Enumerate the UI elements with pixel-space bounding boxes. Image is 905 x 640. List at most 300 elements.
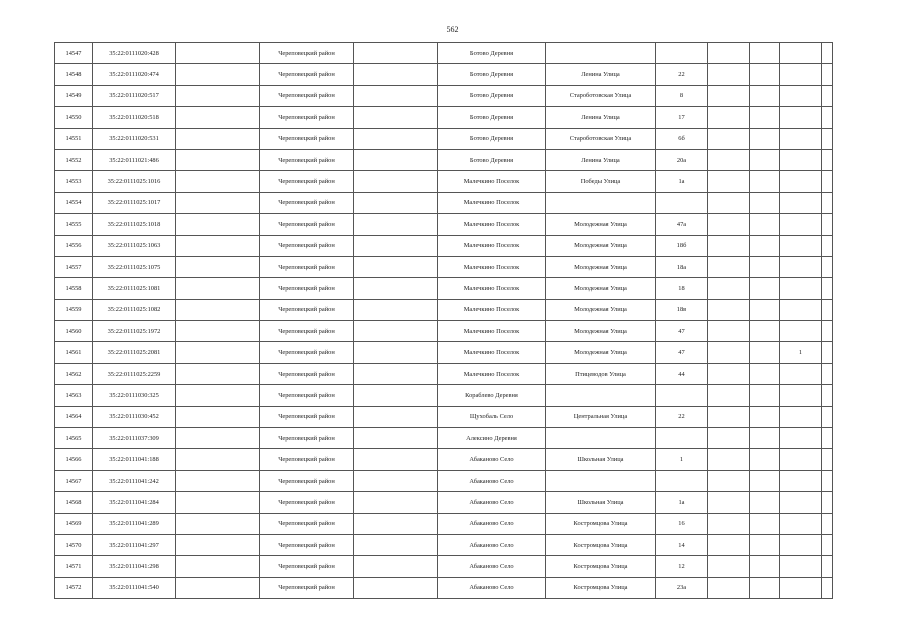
empty-cell <box>176 64 260 85</box>
empty-cell <box>176 299 260 320</box>
house-number-cell: 18б <box>656 235 708 256</box>
street-cell: Костромцова Улица <box>546 534 656 555</box>
empty-cell <box>354 299 438 320</box>
table-row <box>55 470 833 491</box>
empty-cell <box>822 214 833 235</box>
flag-cell <box>780 470 822 491</box>
record-number-cell: 14564 <box>55 406 93 427</box>
locality-cell: Абаканово Село <box>438 470 546 491</box>
locality-cell: Малечкино Поселок <box>438 235 546 256</box>
district-cell: Череповецкий район <box>260 363 354 384</box>
district-cell: Череповецкий район <box>260 470 354 491</box>
district-cell: Череповецкий район <box>260 577 354 598</box>
street-cell: Молодежная Улица <box>546 278 656 299</box>
record-number-cell: 14570 <box>55 534 93 555</box>
empty-cell <box>750 492 780 513</box>
empty-cell <box>708 85 750 106</box>
street-cell: Ленина Улица <box>546 107 656 128</box>
empty-cell <box>750 107 780 128</box>
empty-cell <box>354 235 438 256</box>
empty-cell <box>354 534 438 555</box>
empty-cell <box>354 85 438 106</box>
street-cell <box>546 470 656 491</box>
empty-cell <box>708 171 750 192</box>
registry-body <box>55 43 833 599</box>
empty-cell <box>750 192 780 213</box>
table-row <box>55 235 833 256</box>
house-number-cell: 1а <box>656 171 708 192</box>
flag-cell <box>780 128 822 149</box>
house-number-cell: 18 <box>656 278 708 299</box>
street-cell: Победы Улица <box>546 171 656 192</box>
empty-cell <box>822 278 833 299</box>
empty-cell <box>750 214 780 235</box>
empty-cell <box>354 43 438 64</box>
house-number-cell: 47а <box>656 214 708 235</box>
street-cell: Костромцова Улица <box>546 513 656 534</box>
table-row <box>55 363 833 384</box>
house-number-cell: 1 <box>656 449 708 470</box>
house-number-cell: 47 <box>656 342 708 363</box>
house-number-cell: 22 <box>656 64 708 85</box>
empty-cell <box>708 534 750 555</box>
empty-cell <box>354 342 438 363</box>
empty-cell <box>750 449 780 470</box>
empty-cell <box>822 385 833 406</box>
empty-cell <box>822 513 833 534</box>
locality-cell: Абаканово Село <box>438 534 546 555</box>
empty-cell <box>354 513 438 534</box>
empty-cell <box>750 406 780 427</box>
cadastral-number-cell: 35:22:0111025:1075 <box>93 256 176 277</box>
street-cell: Молодежная Улица <box>546 342 656 363</box>
empty-cell <box>822 299 833 320</box>
empty-cell <box>708 64 750 85</box>
table-row <box>55 278 833 299</box>
record-number-cell: 14571 <box>55 556 93 577</box>
district-cell: Череповецкий район <box>260 256 354 277</box>
empty-cell <box>750 149 780 170</box>
empty-cell <box>708 107 750 128</box>
district-cell: Череповецкий район <box>260 214 354 235</box>
empty-cell <box>750 171 780 192</box>
locality-cell: Абаканово Село <box>438 513 546 534</box>
street-cell: Староботовская Улица <box>546 128 656 149</box>
street-cell <box>546 192 656 213</box>
page-number: 562 <box>446 25 459 34</box>
street-cell: Ленина Улица <box>546 149 656 170</box>
empty-cell <box>822 171 833 192</box>
flag-cell <box>780 321 822 342</box>
empty-cell <box>176 192 260 213</box>
flag-cell <box>780 85 822 106</box>
empty-cell <box>822 235 833 256</box>
empty-cell <box>708 192 750 213</box>
record-number-cell: 14561 <box>55 342 93 363</box>
record-number-cell: 14557 <box>55 256 93 277</box>
house-number-cell: 22 <box>656 406 708 427</box>
table-row <box>55 428 833 449</box>
district-cell: Череповецкий район <box>260 235 354 256</box>
empty-cell <box>354 192 438 213</box>
record-number-cell: 14565 <box>55 428 93 449</box>
street-cell: Молодежная Улица <box>546 235 656 256</box>
empty-cell <box>822 342 833 363</box>
street-cell: Центральная Улица <box>546 406 656 427</box>
empty-cell <box>750 385 780 406</box>
flag-cell <box>780 214 822 235</box>
empty-cell <box>354 171 438 192</box>
district-cell: Череповецкий район <box>260 492 354 513</box>
cadastral-number-cell: 35:22:0111020:518 <box>93 107 176 128</box>
flag-cell <box>780 192 822 213</box>
empty-cell <box>354 492 438 513</box>
district-cell: Череповецкий район <box>260 64 354 85</box>
empty-cell <box>750 235 780 256</box>
locality-cell: Малечкино Поселок <box>438 214 546 235</box>
locality-cell: Малечкино Поселок <box>438 321 546 342</box>
empty-cell <box>176 85 260 106</box>
empty-cell <box>750 428 780 449</box>
district-cell: Череповецкий район <box>260 192 354 213</box>
flag-cell <box>780 256 822 277</box>
empty-cell <box>176 385 260 406</box>
empty-cell <box>822 428 833 449</box>
empty-cell <box>750 128 780 149</box>
empty-cell <box>822 192 833 213</box>
record-number-cell: 14566 <box>55 449 93 470</box>
district-cell: Череповецкий район <box>260 342 354 363</box>
empty-cell <box>354 406 438 427</box>
empty-cell <box>708 214 750 235</box>
flag-cell <box>780 513 822 534</box>
empty-cell <box>822 321 833 342</box>
table-row <box>55 43 833 64</box>
street-cell: Школьная Улица <box>546 492 656 513</box>
record-number-cell: 14550 <box>55 107 93 128</box>
empty-cell <box>750 513 780 534</box>
empty-cell <box>354 577 438 598</box>
table-row <box>55 171 833 192</box>
cadastral-number-cell: 35:22:0111041:540 <box>93 577 176 598</box>
cadastral-number-cell: 35:22:0111025:1081 <box>93 278 176 299</box>
empty-cell <box>354 470 438 491</box>
flag-cell <box>780 149 822 170</box>
street-cell <box>546 428 656 449</box>
empty-cell <box>822 406 833 427</box>
locality-cell: Малечкино Поселок <box>438 342 546 363</box>
locality-cell: Малечкино Поселок <box>438 256 546 277</box>
record-number-cell: 14560 <box>55 321 93 342</box>
empty-cell <box>354 107 438 128</box>
cadastral-number-cell: 35:22:0111030:325 <box>93 385 176 406</box>
empty-cell <box>822 128 833 149</box>
record-number-cell: 14556 <box>55 235 93 256</box>
empty-cell <box>354 321 438 342</box>
table-row <box>55 449 833 470</box>
empty-cell <box>354 278 438 299</box>
empty-cell <box>750 534 780 555</box>
empty-cell <box>354 128 438 149</box>
empty-cell <box>176 492 260 513</box>
table-row <box>55 85 833 106</box>
empty-cell <box>708 556 750 577</box>
flag-cell <box>780 299 822 320</box>
cadastral-number-cell: 35:22:0111041:188 <box>93 449 176 470</box>
table-row <box>55 321 833 342</box>
table-row <box>55 214 833 235</box>
flag-cell <box>780 278 822 299</box>
flag-cell <box>780 385 822 406</box>
cadastral-number-cell: 35:22:0111037:309 <box>93 428 176 449</box>
record-number-cell: 14552 <box>55 149 93 170</box>
record-number-cell: 14567 <box>55 470 93 491</box>
district-cell: Череповецкий район <box>260 128 354 149</box>
house-number-cell: 1а <box>656 492 708 513</box>
empty-cell <box>708 321 750 342</box>
flag-cell <box>780 235 822 256</box>
cadastral-number-cell: 35:22:0111041:242 <box>93 470 176 491</box>
house-number-cell <box>656 470 708 491</box>
house-number-cell: 18а <box>656 256 708 277</box>
street-cell: Староботовская Улица <box>546 85 656 106</box>
table-row <box>55 513 833 534</box>
empty-cell <box>708 299 750 320</box>
house-number-cell: 17 <box>656 107 708 128</box>
house-number-cell: 23а <box>656 577 708 598</box>
empty-cell <box>708 470 750 491</box>
table-row <box>55 385 833 406</box>
empty-cell <box>822 64 833 85</box>
flag-cell <box>780 171 822 192</box>
record-number-cell: 14555 <box>55 214 93 235</box>
cadastral-number-cell: 35:22:0111025:1082 <box>93 299 176 320</box>
table-row <box>55 492 833 513</box>
cadastral-number-cell: 35:22:0111025:1016 <box>93 171 176 192</box>
district-cell: Череповецкий район <box>260 43 354 64</box>
empty-cell <box>750 278 780 299</box>
empty-cell <box>176 470 260 491</box>
district-cell: Череповецкий район <box>260 385 354 406</box>
house-number-cell <box>656 385 708 406</box>
empty-cell <box>750 321 780 342</box>
table-row <box>55 406 833 427</box>
record-number-cell: 14563 <box>55 385 93 406</box>
house-number-cell <box>656 43 708 64</box>
street-cell <box>546 385 656 406</box>
cadastral-number-cell: 35:22:0111020:428 <box>93 43 176 64</box>
flag-cell <box>780 534 822 555</box>
locality-cell: Малечкино Поселок <box>438 171 546 192</box>
district-cell: Череповецкий район <box>260 299 354 320</box>
record-number-cell: 14549 <box>55 85 93 106</box>
locality-cell: Кораблево Деревня <box>438 385 546 406</box>
empty-cell <box>176 107 260 128</box>
empty-cell <box>176 171 260 192</box>
flag-cell <box>780 449 822 470</box>
table-row <box>55 256 833 277</box>
flag-cell <box>780 406 822 427</box>
locality-cell: Абаканово Село <box>438 449 546 470</box>
flag-cell <box>780 428 822 449</box>
district-cell: Череповецкий район <box>260 556 354 577</box>
empty-cell <box>750 577 780 598</box>
locality-cell: Алексино Деревня <box>438 428 546 449</box>
house-number-cell <box>656 428 708 449</box>
locality-cell: Абаканово Село <box>438 577 546 598</box>
record-number-cell: 14568 <box>55 492 93 513</box>
house-number-cell: 12 <box>656 556 708 577</box>
street-cell: Ленина Улица <box>546 64 656 85</box>
cadastral-number-cell: 35:22:0111025:2259 <box>93 363 176 384</box>
district-cell: Череповецкий район <box>260 406 354 427</box>
empty-cell <box>822 470 833 491</box>
empty-cell <box>708 235 750 256</box>
flag-cell: 1 <box>780 342 822 363</box>
empty-cell <box>354 556 438 577</box>
empty-cell <box>354 385 438 406</box>
record-number-cell: 14554 <box>55 192 93 213</box>
empty-cell <box>822 85 833 106</box>
table-row <box>55 128 833 149</box>
flag-cell <box>780 492 822 513</box>
empty-cell <box>354 256 438 277</box>
empty-cell <box>822 449 833 470</box>
empty-cell <box>708 363 750 384</box>
empty-cell <box>176 513 260 534</box>
locality-cell: Абаканово Село <box>438 492 546 513</box>
empty-cell <box>176 577 260 598</box>
empty-cell <box>176 406 260 427</box>
cadastral-number-cell: 35:22:0111025:1017 <box>93 192 176 213</box>
record-number-cell: 14551 <box>55 128 93 149</box>
cadastral-number-cell: 35:22:0111020:517 <box>93 85 176 106</box>
table-row <box>55 556 833 577</box>
empty-cell <box>176 149 260 170</box>
empty-cell <box>822 149 833 170</box>
house-number-cell: 6б <box>656 128 708 149</box>
street-cell: Костромцова Улица <box>546 556 656 577</box>
district-cell: Череповецкий район <box>260 534 354 555</box>
district-cell: Череповецкий район <box>260 449 354 470</box>
table-row <box>55 534 833 555</box>
empty-cell <box>176 128 260 149</box>
cadastral-number-cell: 35:22:0111020:531 <box>93 128 176 149</box>
empty-cell <box>708 513 750 534</box>
locality-cell: Малечкино Поселок <box>438 299 546 320</box>
district-cell: Череповецкий район <box>260 107 354 128</box>
locality-cell: Ботово Деревня <box>438 43 546 64</box>
district-cell: Череповецкий район <box>260 278 354 299</box>
empty-cell <box>176 534 260 555</box>
locality-cell: Ботово Деревня <box>438 85 546 106</box>
district-cell: Череповецкий район <box>260 321 354 342</box>
cadastral-number-cell: 35:22:0111041:289 <box>93 513 176 534</box>
empty-cell <box>822 534 833 555</box>
empty-cell <box>176 321 260 342</box>
locality-cell: Малечкино Поселок <box>438 278 546 299</box>
flag-cell <box>780 43 822 64</box>
cadastral-number-cell: 35:22:0111041:297 <box>93 534 176 555</box>
empty-cell <box>354 64 438 85</box>
empty-cell <box>750 342 780 363</box>
flag-cell <box>780 556 822 577</box>
record-number-cell: 14559 <box>55 299 93 320</box>
cadastral-number-cell: 35:22:0111025:1063 <box>93 235 176 256</box>
empty-cell <box>708 256 750 277</box>
street-cell: Школьная Улица <box>546 449 656 470</box>
empty-cell <box>354 363 438 384</box>
street-cell: Костромцова Улица <box>546 577 656 598</box>
house-number-cell: 44 <box>656 363 708 384</box>
flag-cell <box>780 64 822 85</box>
empty-cell <box>354 214 438 235</box>
empty-cell <box>822 363 833 384</box>
empty-cell <box>176 256 260 277</box>
empty-cell <box>750 556 780 577</box>
empty-cell <box>176 43 260 64</box>
table-row <box>55 192 833 213</box>
empty-cell <box>822 577 833 598</box>
locality-cell: Малечкино Поселок <box>438 192 546 213</box>
empty-cell <box>708 577 750 598</box>
empty-cell <box>176 449 260 470</box>
empty-cell <box>176 428 260 449</box>
flag-cell <box>780 107 822 128</box>
locality-cell: Абаканово Село <box>438 556 546 577</box>
empty-cell <box>822 556 833 577</box>
house-number-cell: 18в <box>656 299 708 320</box>
table-row <box>55 342 833 363</box>
district-cell: Череповецкий район <box>260 428 354 449</box>
house-number-cell: 14 <box>656 534 708 555</box>
district-cell: Череповецкий район <box>260 85 354 106</box>
street-cell: Молодежная Улица <box>546 321 656 342</box>
empty-cell <box>822 107 833 128</box>
empty-cell <box>354 428 438 449</box>
street-cell: Молодежная Улица <box>546 214 656 235</box>
house-number-cell <box>656 192 708 213</box>
record-number-cell: 14548 <box>55 64 93 85</box>
table-row <box>55 149 833 170</box>
empty-cell <box>176 278 260 299</box>
house-number-cell: 8 <box>656 85 708 106</box>
empty-cell <box>750 43 780 64</box>
cadastral-number-cell: 35:22:0111030:452 <box>93 406 176 427</box>
empty-cell <box>708 278 750 299</box>
cadastral-number-cell: 35:22:0111041:284 <box>93 492 176 513</box>
locality-cell: Малечкино Поселок <box>438 363 546 384</box>
registry-table <box>54 42 833 599</box>
flag-cell <box>780 363 822 384</box>
empty-cell <box>822 492 833 513</box>
empty-cell <box>708 149 750 170</box>
record-number-cell: 14569 <box>55 513 93 534</box>
district-cell: Череповецкий район <box>260 149 354 170</box>
empty-cell <box>750 256 780 277</box>
street-cell <box>546 43 656 64</box>
empty-cell <box>750 363 780 384</box>
empty-cell <box>750 85 780 106</box>
empty-cell <box>708 128 750 149</box>
empty-cell <box>708 449 750 470</box>
district-cell: Череповецкий район <box>260 513 354 534</box>
locality-cell: Щухобаль Село <box>438 406 546 427</box>
empty-cell <box>708 492 750 513</box>
empty-cell <box>708 43 750 64</box>
record-number-cell: 14562 <box>55 363 93 384</box>
table-row <box>55 64 833 85</box>
